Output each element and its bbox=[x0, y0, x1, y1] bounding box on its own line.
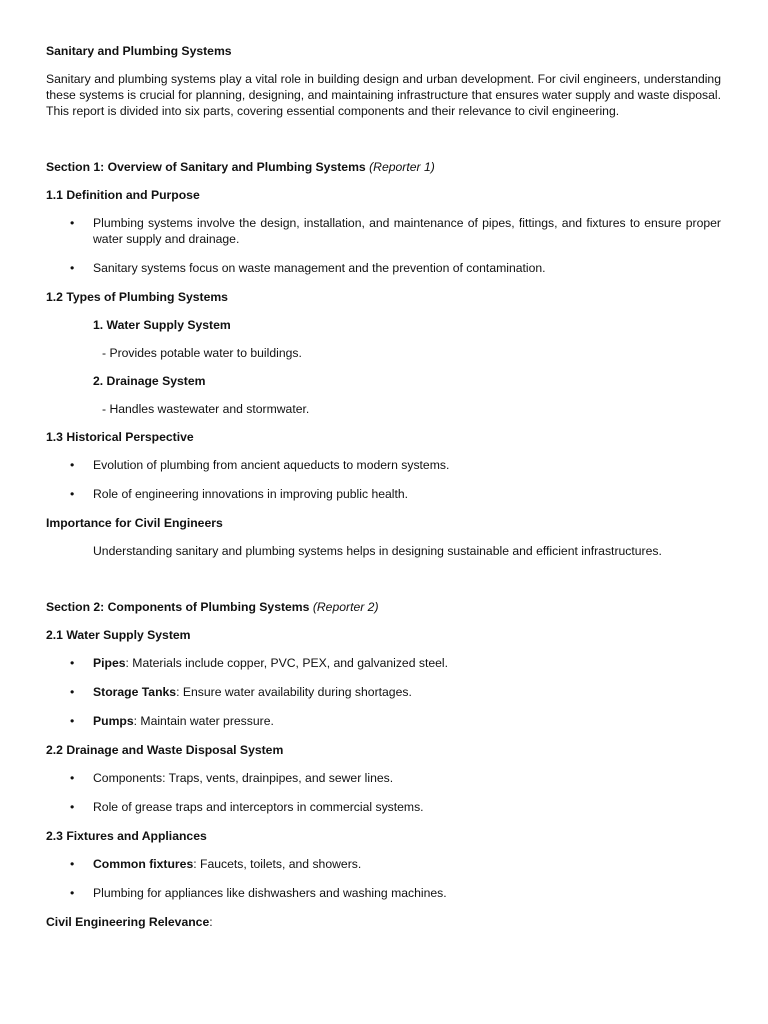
bullet-icon: • bbox=[70, 857, 75, 871]
subsection-2-2-list bbox=[46, 770, 721, 815]
list-item-text: : Materials include copper, PVC, PEX, and galvanized steel. bbox=[125, 656, 448, 670]
list-item-text: : Faucets, toilets, and showers. bbox=[193, 857, 362, 871]
section-2-reporter: (Reporter 2) bbox=[312, 600, 379, 614]
bullet-icon: • bbox=[70, 487, 75, 501]
list-item-text: Plumbing for appliances like dishwashers and washing machines. bbox=[93, 886, 447, 900]
section-2-title: Section 2: Components of Plumbing Systems bbox=[46, 600, 310, 614]
subsection-2-1-list bbox=[46, 655, 721, 729]
list-item bbox=[46, 655, 721, 671]
intro-paragraph: Sanitary and plumbing systems play a vital role in building design and urban development. For civil engineers, understanding these systems is crucial for planning, designing, and maintaining infrastructure that ensures water supply and waste disposal. This report is divided into six parts, covering essential components and their relevance to civil engineering. bbox=[46, 72, 721, 118]
list-item-text: Plumbing systems involve the design, installation, and maintenance of pipes, fittings, and fixtures to ensure proper water supply and drainage. bbox=[93, 216, 721, 246]
list-item-text: : Maintain water pressure. bbox=[133, 714, 274, 728]
importance-text: Understanding sanitary and plumbing systems helps in designing sustainable and efficient infrastructures. bbox=[93, 544, 662, 558]
list-item bbox=[46, 215, 721, 247]
subsection-2-3-list bbox=[46, 856, 721, 901]
list-item bbox=[46, 770, 721, 786]
section-1-heading bbox=[46, 159, 721, 175]
section-1-title: Section 1: Overview of Sanitary and Plumbing Systems bbox=[46, 160, 366, 174]
subsection-1-2-heading: 1.2 Types of Plumbing Systems bbox=[46, 290, 228, 304]
subsection-2-3-heading: 2.3 Fixtures and Appliances bbox=[46, 829, 207, 843]
subsection-1-3-heading: 1.3 Historical Perspective bbox=[46, 430, 194, 444]
list-item bbox=[46, 799, 721, 815]
list-item-term: Pumps bbox=[93, 714, 134, 728]
document-title: Sanitary and Plumbing Systems bbox=[46, 44, 232, 58]
list-item bbox=[46, 684, 721, 700]
subsection-1-1-heading: 1.1 Definition and Purpose bbox=[46, 188, 200, 202]
numbered-item-title: 1. Water Supply System bbox=[93, 318, 231, 332]
bullet-icon: • bbox=[70, 886, 75, 900]
list-item bbox=[46, 856, 721, 872]
numbered-item-desc: - Provides potable water to buildings. bbox=[102, 346, 302, 360]
list-item bbox=[46, 260, 721, 276]
list-item-term: Common fixtures bbox=[93, 857, 194, 871]
importance-heading: Importance for Civil Engineers bbox=[46, 516, 223, 530]
bullet-icon: • bbox=[70, 771, 75, 785]
list-item bbox=[46, 486, 721, 502]
numbered-item-desc: - Handles wastewater and stormwater. bbox=[102, 402, 310, 416]
bullet-icon: • bbox=[70, 458, 75, 472]
list-item bbox=[46, 713, 721, 729]
relevance-title: Civil Engineering Relevance bbox=[46, 915, 210, 929]
numbered-item-title: 2. Drainage System bbox=[93, 374, 206, 388]
bullet-icon: • bbox=[70, 800, 75, 814]
relevance-colon: : bbox=[209, 915, 213, 929]
subsection-2-2-heading: 2.2 Drainage and Waste Disposal System bbox=[46, 743, 284, 757]
bullet-icon: • bbox=[70, 261, 75, 275]
bullet-icon: • bbox=[70, 685, 75, 699]
list-item-text: Sanitary systems focus on waste management and the prevention of contamination. bbox=[93, 261, 546, 275]
list-item bbox=[46, 457, 721, 473]
document-page bbox=[46, 43, 721, 930]
list-item-text: Components: Traps, vents, drainpipes, and sewer lines. bbox=[93, 771, 394, 785]
subsection-1-3-list bbox=[46, 457, 721, 502]
subsection-2-1-heading: 2.1 Water Supply System bbox=[46, 628, 191, 642]
list-item-text: Role of grease traps and interceptors in commercial systems. bbox=[93, 800, 424, 814]
relevance-heading bbox=[46, 914, 721, 930]
section-1-reporter: (Reporter 1) bbox=[369, 160, 435, 174]
list-item bbox=[46, 885, 721, 901]
list-item-text: Role of engineering innovations in improving public health. bbox=[93, 487, 409, 501]
bullet-icon: • bbox=[70, 216, 75, 230]
list-item-text: Evolution of plumbing from ancient aqueducts to modern systems. bbox=[93, 458, 450, 472]
list-item-text: : Ensure water availability during shortages. bbox=[176, 685, 412, 699]
list-item-term: Storage Tanks bbox=[93, 685, 177, 699]
bullet-icon: • bbox=[70, 714, 75, 728]
list-item-term: Pipes bbox=[93, 656, 126, 670]
subsection-1-1-list bbox=[46, 215, 721, 276]
bullet-icon: • bbox=[70, 656, 75, 670]
section-2-heading bbox=[46, 599, 721, 615]
